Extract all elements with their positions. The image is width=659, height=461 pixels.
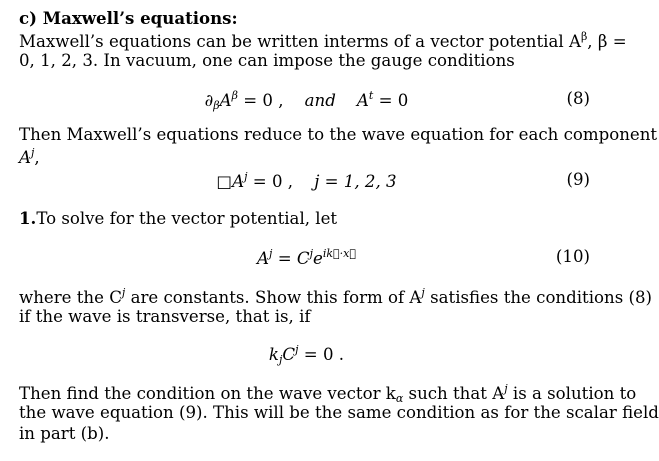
text-run: satisfies the conditions (8): [424, 288, 652, 307]
dalembertian-symbol: □: [216, 172, 233, 191]
equation-body: [0, 170, 613, 191]
part-label: 1.: [19, 208, 37, 228]
text-run: ,: [34, 148, 40, 167]
superscript: j: [504, 382, 508, 395]
superscript: j: [121, 286, 126, 299]
math-text: = 0: [373, 91, 409, 110]
math-symbol: C: [282, 345, 296, 364]
math-symbol: k: [268, 345, 279, 364]
exponential-base: e: [313, 249, 323, 268]
conjunction: and: [304, 91, 336, 110]
math-text: = 0 ,: [237, 91, 284, 110]
math-text: = 0 .: [298, 345, 345, 364]
equation-body: [0, 89, 613, 112]
paragraph-line: if the wave is transverse, that is, if: [19, 307, 311, 326]
index-condition: j = 1, 2, 3: [314, 172, 397, 191]
text-run: To solve for the vector potential, let: [36, 209, 338, 228]
equation-number: (8): [566, 89, 590, 108]
subscript: j: [278, 353, 283, 366]
math-symbol: A: [356, 91, 369, 110]
equation-number: (10): [555, 247, 590, 266]
equation-body: [0, 247, 613, 268]
paragraph-line: [19, 286, 652, 307]
paragraph-line: 0, 1, 2, 3. In vacuum, one can impose the gauge conditions: [19, 51, 515, 70]
math-symbol: A: [219, 91, 232, 110]
part-heading: [19, 208, 337, 228]
math-text: = 0 ,: [247, 172, 294, 191]
superscript: j: [421, 286, 425, 299]
paragraph-line: in part (b).: [19, 424, 110, 443]
math-symbol: A: [232, 172, 245, 191]
exponent: ik⃗·x⃗: [322, 247, 356, 260]
text-run: Maxwell’s equations can be written interms of a vector potential A: [19, 32, 581, 51]
text-run: are constants. Show this form of A: [125, 288, 422, 307]
math-symbol: A: [257, 249, 270, 268]
paragraph-line: [19, 382, 636, 405]
superscript: j: [30, 146, 35, 159]
superscript: j: [295, 343, 299, 356]
superscript: β: [580, 30, 588, 43]
superscript: j: [269, 247, 273, 260]
paragraph-line: Then Maxwell’s equations reduce to the wave equation for each component: [19, 125, 658, 144]
superscript: β: [231, 89, 238, 102]
math-symbol: A: [19, 148, 31, 167]
partial-symbol: ∂: [204, 91, 214, 110]
text-run: is a solution to: [507, 384, 637, 403]
subscript: α: [395, 392, 404, 405]
text-run: such that A: [403, 384, 505, 403]
equation-body: [0, 343, 613, 366]
text-run: where the C: [19, 288, 122, 307]
paragraph-line: [19, 146, 40, 167]
superscript: j: [244, 170, 248, 183]
section-heading: c) Maxwell’s equations:: [19, 8, 238, 28]
text-run: Then find the condition on the wave vector k: [19, 384, 396, 403]
subscript: β: [213, 99, 220, 112]
text-run: , β =: [587, 32, 627, 51]
math-text: = C: [272, 249, 310, 268]
paragraph-line: the wave equation (9). This will be the same condition as for the scalar field: [19, 403, 659, 422]
paragraph-line: [19, 30, 627, 51]
superscript: j: [309, 247, 314, 260]
superscript: t: [368, 89, 374, 102]
equation-number: (9): [566, 170, 590, 189]
